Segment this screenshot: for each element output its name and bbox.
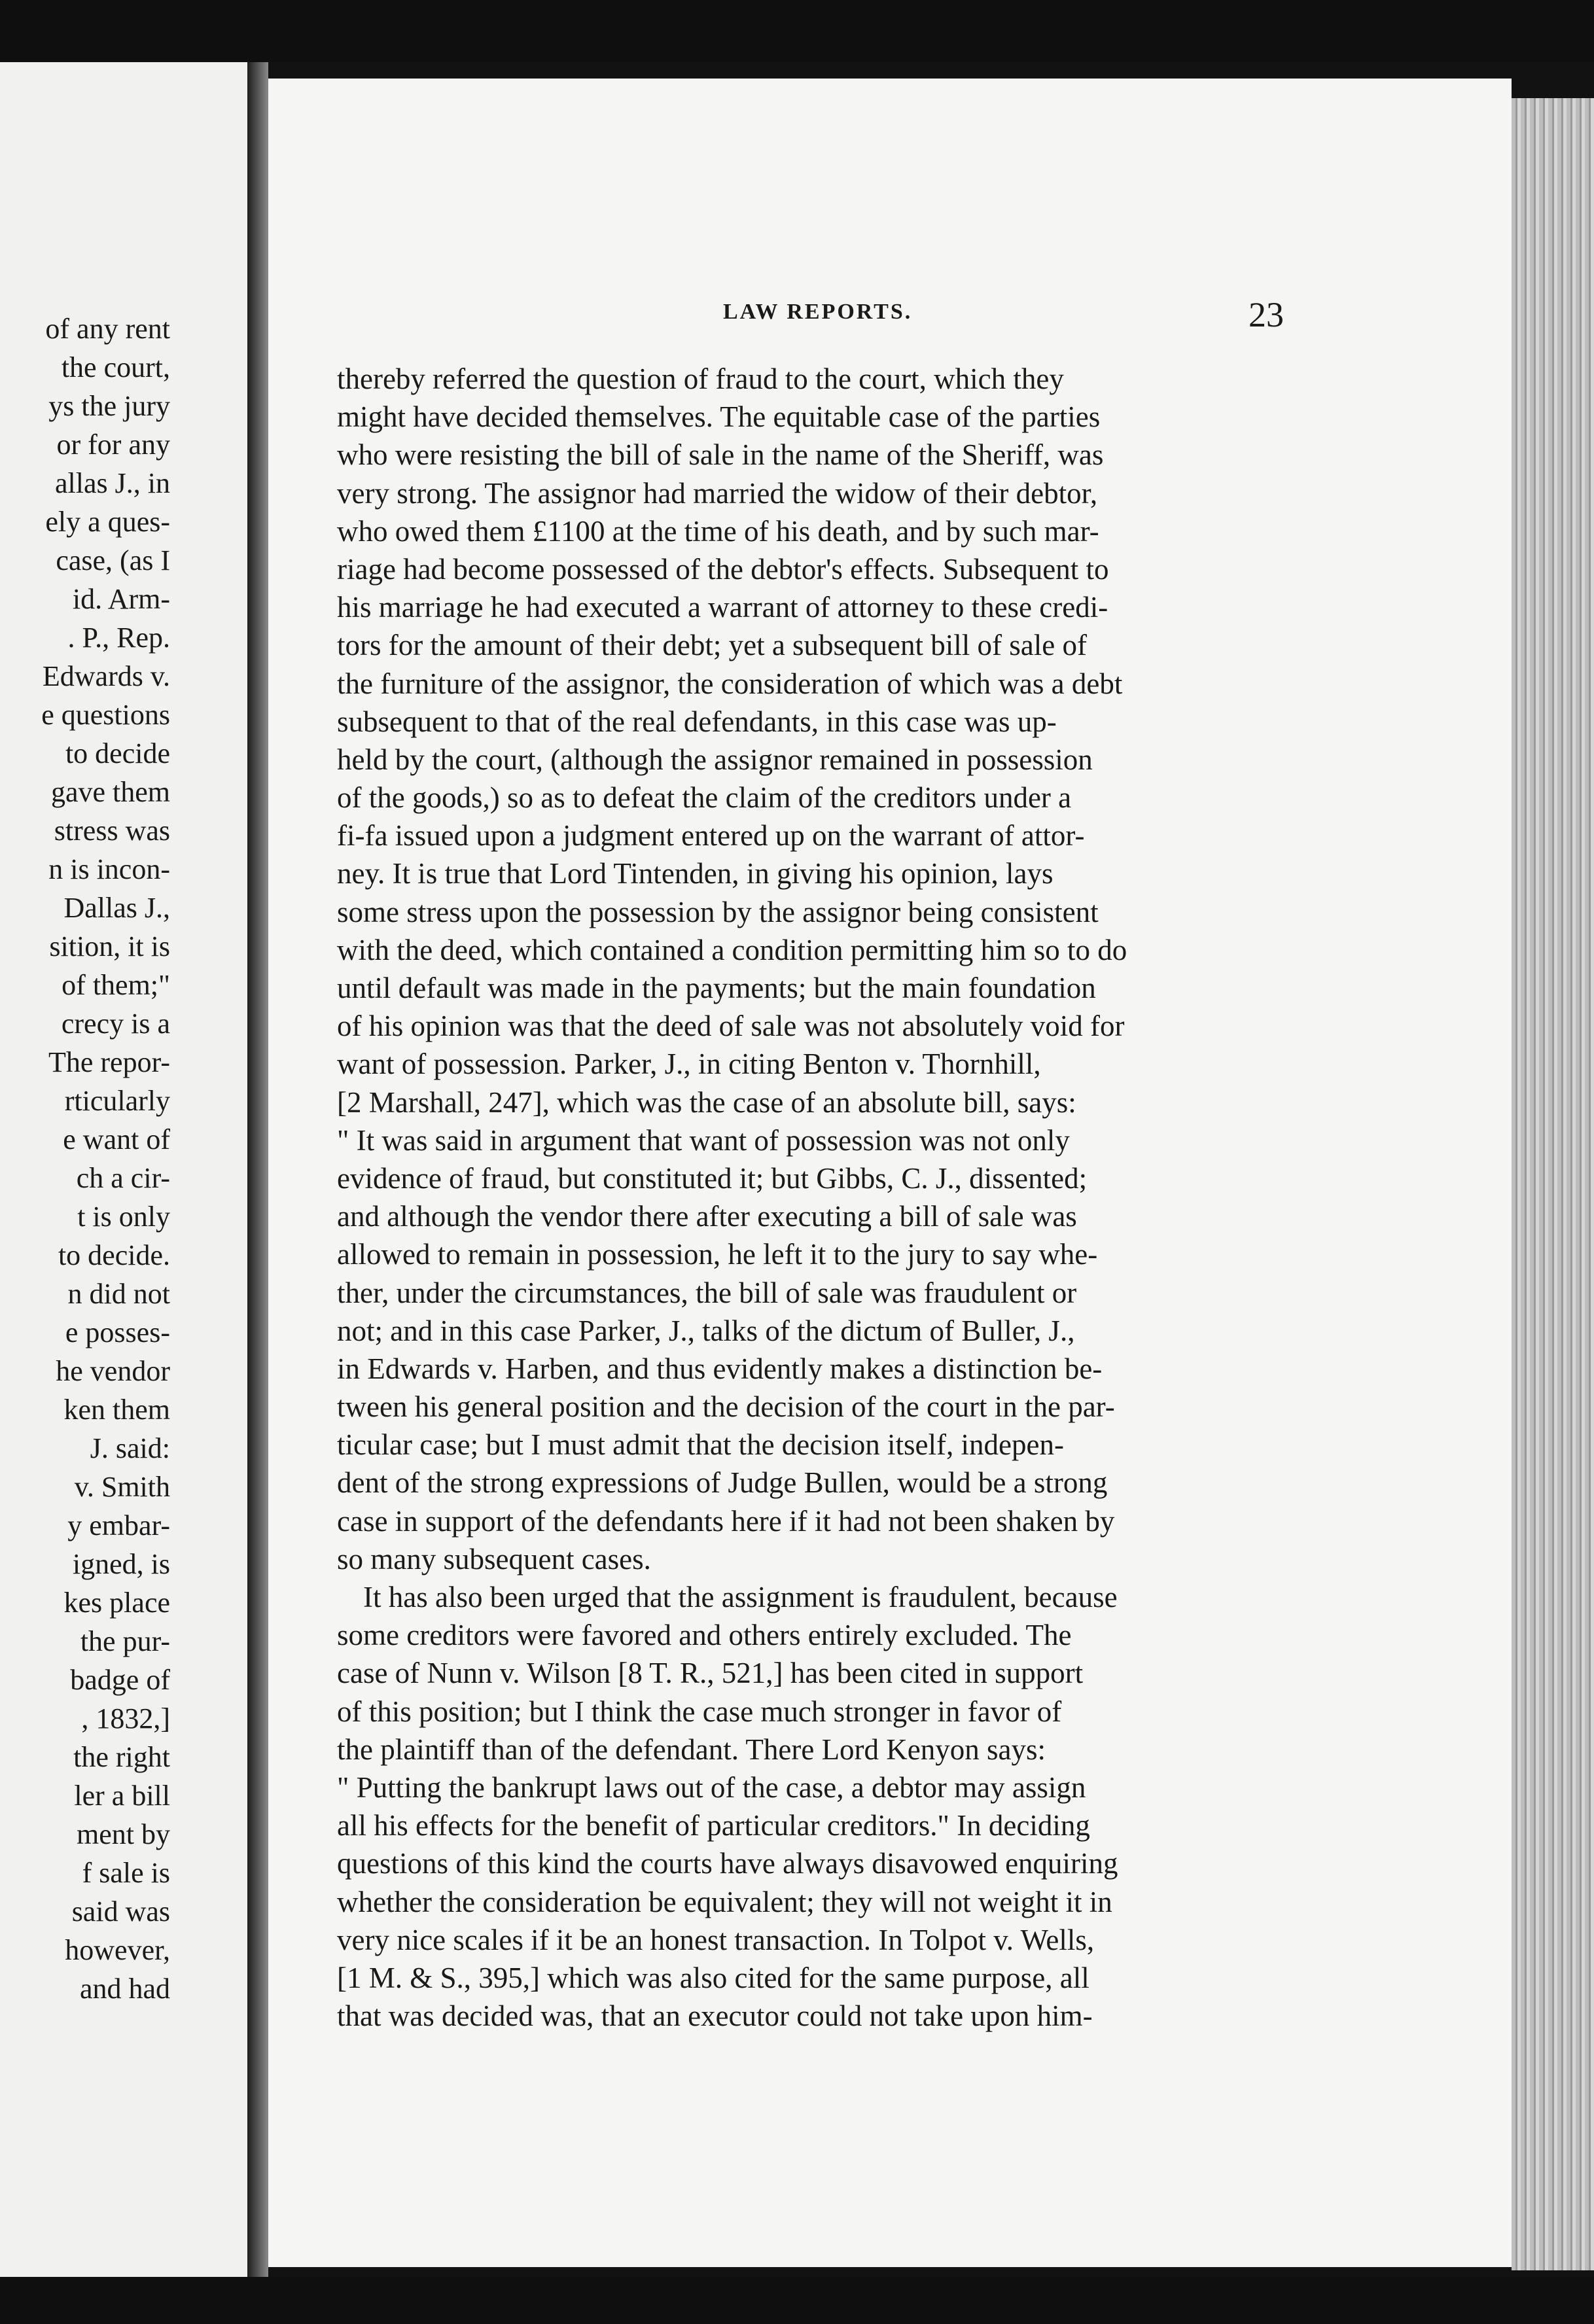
left-page-line: Edwards v. [42,660,170,692]
film-border-top [0,0,1594,62]
left-page-line: ler a bill [74,1780,170,1812]
left-page-line: e questions [41,699,170,731]
left-page-line: J. said: [90,1432,170,1464]
left-page-line: v. Smith [74,1471,170,1503]
left-page-line: the pur- [80,1625,170,1657]
left-page-line: and had [79,1973,170,2005]
text-line: want of possession. Parker, J., in citing Benton v. Thornhill, [337,1048,1041,1081]
text-line: who owed them £1100 at the time of his death, and by such mar- [337,514,1099,548]
left-page-line: f sale is [82,1857,170,1889]
left-page-line: or for any [56,429,170,461]
text-line: dent of the strong expressions of Judge Bullen, would be a strong [337,1466,1108,1500]
left-page-line: badge of [70,1664,170,1696]
text-line: questions of this kind the courts have always disavowed enquiring [337,1847,1118,1880]
left-page-line: id. Arm- [72,583,170,615]
left-page-line: said was [71,1895,170,1928]
text-line: held by the court, (although the assignor remained in possession [337,743,1093,776]
left-page-line: ment by [77,1818,170,1850]
text-line: fi-fa issued upon a judgment entered up on the warrant of attor- [337,819,1085,853]
text-line: might have decided themselves. The equitable case of the parties [337,400,1101,434]
left-page-line: e posses- [65,1316,170,1348]
left-page-line: to decide. [58,1239,170,1271]
left-page-line: he vendor [56,1355,170,1387]
left-page-line: t is only [77,1201,170,1233]
text-line: ney. It is true that Lord Tintenden, in giving his opinion, lays [337,857,1054,890]
text-line: some stress upon the possession by the assignor being consistent [337,895,1099,928]
left-page-line: however, [65,1934,170,1966]
text-line: very nice scales if it be an honest transaction. In Tolpot v. Wells, [337,1923,1095,1956]
text-line: in Edwards v. Harben, and thus evidently makes a distinction be- [337,1352,1103,1385]
text-line: that was decided was, that an executor could not take upon him- [337,1999,1093,2033]
text-line: case in support of the defendants here if it had not been shaken by [337,1504,1115,1538]
running-head: LAW REPORTS. [723,300,913,324]
text-line: his marriage he had executed a warrant of attorney to these credi- [337,591,1108,624]
left-page-edge [0,62,247,2277]
left-page-line: kes place [63,1587,170,1619]
left-page-line: to decide [65,737,170,769]
text-line: ticular case; but I must admit that the decision itself, indepen- [337,1428,1064,1462]
text-line: the furniture of the assignor, the consideration of which was a debt [337,667,1123,700]
left-page-line: ken them [63,1394,170,1426]
left-page-line: ely a ques- [45,506,170,538]
text-line: so many subsequent cases. [337,1542,651,1576]
text-line: ther, under the circumstances, the bill of sale was fraudulent or [337,1276,1077,1309]
text-line: tween his general position and the decision of the court in the par- [337,1390,1115,1424]
text-line: " Putting the bankrupt laws out of the case, a debtor may assign [337,1770,1086,1804]
left-page-line: case, (as I [56,544,170,576]
text-line: allowed to remain in possession, he left it to the jury to say whe- [337,1238,1098,1271]
text-line: case of Nunn v. Wilson [8 T. R., 521,] has been cited in support [337,1657,1084,1690]
text-line: some creditors were favored and others entirely excluded. The [337,1619,1072,1652]
text-line: whether the consideration be equivalent; they will not weight it in [337,1885,1112,1918]
left-page-line: ch a cir- [76,1162,170,1194]
left-page-line: sition, it is [49,930,170,962]
text-line: of his opinion was that the deed of sale was not absolutely void for [337,1010,1125,1043]
left-page-line: Dallas J., [63,892,170,924]
text-line: of the goods,) so as to defeat the claim of the creditors under a [337,781,1072,815]
left-page-line: y embar- [67,1509,170,1541]
text-line: [1 M. & S., 395,] which was also cited for the same purpose, all [337,1961,1089,1994]
text-line: the plaintiff than of the defendant. There Lord Kenyon says: [337,1733,1046,1766]
text-line: riage had become possessed of the debtor's effects. Subsequent to [337,552,1109,586]
left-page-line: of them;" [62,969,170,1001]
left-page-line: The repor- [48,1046,170,1078]
text-line: not; and in this case Parker, J., talks of the dictum of Buller, J., [337,1314,1075,1347]
left-page-line: stress was [54,815,170,847]
left-page-line: igned, is [72,1548,170,1580]
left-page-line: rticularly [64,1085,170,1117]
left-page-line: ys the jury [48,390,170,422]
text-line: very strong. The assignor had married the widow of their debtor, [337,476,1098,510]
left-page-line: gave them [50,776,170,808]
text-line: who were resisting the bill of sale in the name of the Sheriff, was [337,438,1104,472]
left-page-line: the court, [61,351,170,383]
text-line: all his effects for the benefit of particular creditors." In deciding [337,1809,1090,1842]
left-page-line: crecy is a [61,1008,170,1040]
left-page-line: . P., Rep. [67,622,170,654]
film-border-bottom [0,2277,1594,2324]
left-page-text-fragment [0,309,170,2008]
book-gutter [247,62,268,2277]
text-line: subsequent to that of the real defendants, in this case was up- [337,705,1057,738]
text-line: with the deed, which contained a condition permitting him so to do [337,933,1127,966]
text-line: thereby referred the question of fraud to the court, which they [337,362,1064,395]
page-number: 23 [1249,295,1284,334]
text-line: tors for the amount of their debt; yet a subsequent bill of sale of [337,629,1087,662]
left-page-line: the right [73,1741,170,1773]
text-line: It has also been urged that the assignment is fraudulent, because [363,1581,1118,1613]
text-line: of this position; but I think the case much stronger in favor of [337,1695,1062,1728]
left-page-line: n did not [67,1278,170,1310]
left-page-line: of any rent [45,313,170,345]
page-stack-edge [1512,98,1594,2270]
text-line: [2 Marshall, 247], which was the case of an absolute bill, says: [337,1085,1076,1119]
left-page-line: allas J., in [55,467,170,499]
left-page-line: n is incon- [48,853,170,885]
text-line: and although the vendor there after executing a bill of sale was [337,1200,1077,1233]
left-page-line: , 1832,] [81,1702,170,1734]
text-line: evidence of fraud, but constituted it; but Gibbs, C. J., dissented; [337,1161,1088,1195]
left-page-line: e want of [63,1123,170,1155]
text-line: " It was said in argument that want of possession was not only [337,1123,1070,1157]
text-line: until default was made in the payments; but the main foundation [337,972,1096,1004]
body-text [337,360,1305,2035]
